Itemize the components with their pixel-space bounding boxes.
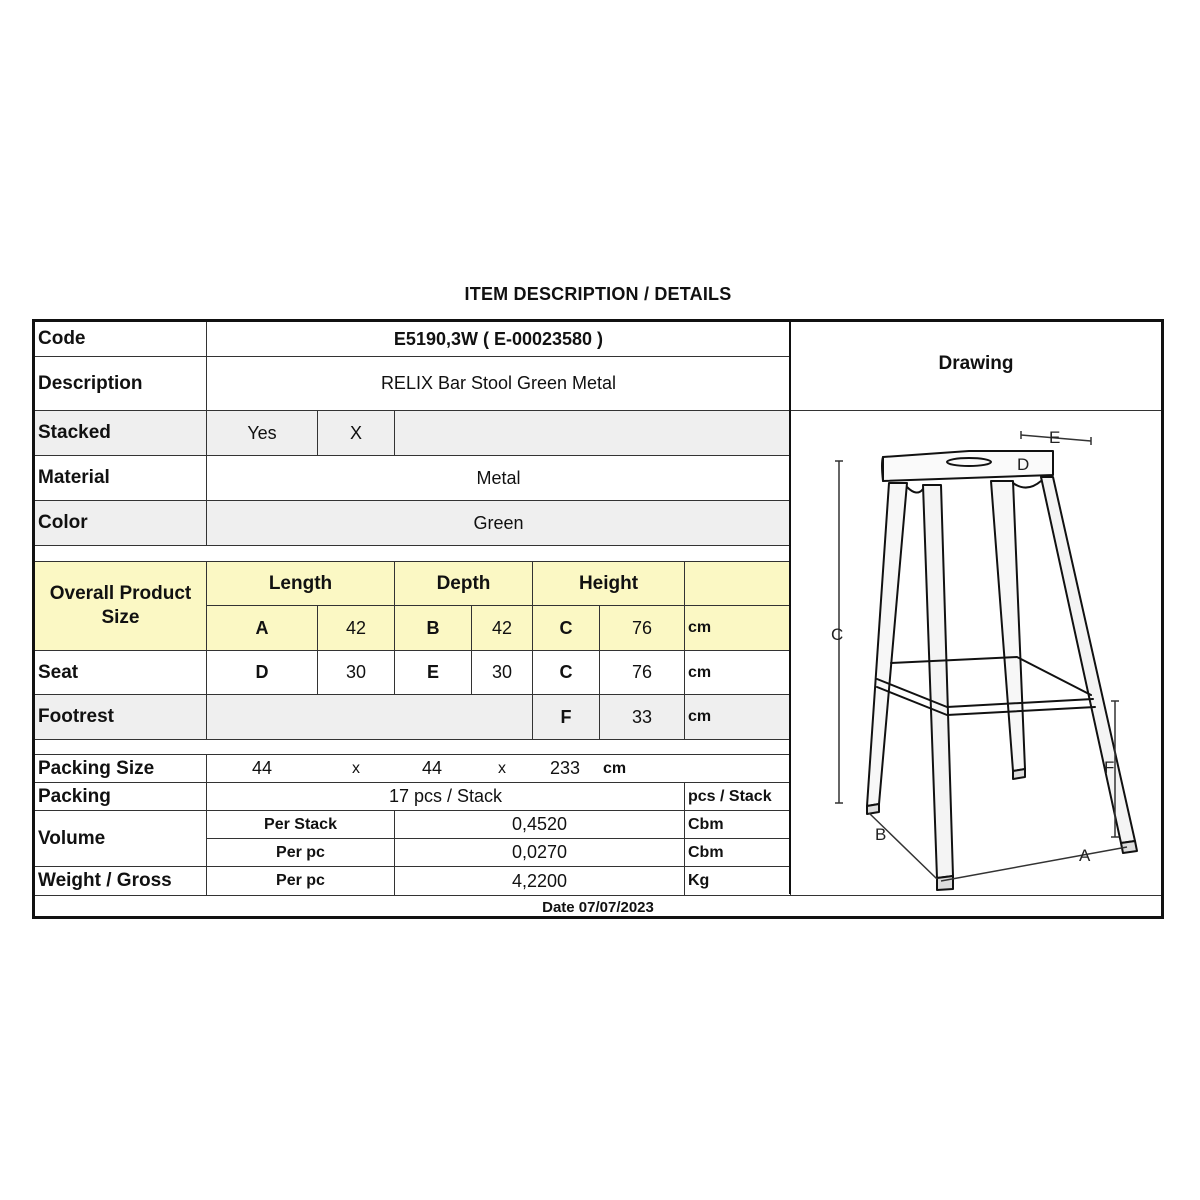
date-footer: Date 07/07/2023 bbox=[542, 899, 654, 916]
overall-b-value: 42 bbox=[472, 606, 533, 651]
packing-size-label: Packing Size bbox=[35, 755, 207, 783]
footrest-label: Footrest bbox=[35, 695, 207, 740]
footrest-unit: cm bbox=[685, 695, 791, 740]
material-value: Metal bbox=[207, 456, 791, 501]
weight-label: Weight / Gross bbox=[35, 867, 207, 896]
drawing-label: Drawing bbox=[791, 322, 1161, 411]
overall-a-value: 42 bbox=[318, 606, 395, 651]
volume-per-pc-label: Per pc bbox=[207, 839, 395, 867]
volume-per-pc-unit: Cbm bbox=[685, 839, 791, 867]
dim-d-label: D bbox=[1017, 455, 1030, 474]
spacer-row bbox=[35, 546, 791, 562]
seat-unit: cm bbox=[685, 651, 791, 695]
overall-c-value: 76 bbox=[600, 606, 685, 651]
packing-size-unit: cm bbox=[603, 759, 627, 777]
seat-label: Seat bbox=[35, 651, 207, 695]
depth-header: Depth bbox=[395, 562, 533, 606]
seat-c-key: C bbox=[533, 651, 600, 695]
overall-c-key: C bbox=[533, 606, 600, 651]
dim-f-label: F bbox=[1104, 758, 1115, 777]
stacked-empty bbox=[395, 411, 791, 456]
bar-stool-illustration bbox=[791, 411, 1161, 894]
dim-e-label: E bbox=[1049, 428, 1061, 447]
dim-c-label: C bbox=[831, 625, 844, 644]
color-label: Color bbox=[35, 501, 207, 546]
weight-value: 4,2200 bbox=[395, 867, 685, 896]
weight-per-pc-label: Per pc bbox=[207, 867, 395, 896]
length-header: Length bbox=[207, 562, 395, 606]
code-value: E5190,3W ( E-00023580 ) bbox=[207, 322, 791, 357]
volume-per-stack-value: 0,4520 bbox=[395, 811, 685, 839]
seat-d-key: D bbox=[207, 651, 318, 695]
packing-size-x2: x bbox=[498, 759, 506, 777]
stool-drawing bbox=[791, 411, 1161, 894]
height-header: Height bbox=[533, 562, 685, 606]
seat-c-value: 76 bbox=[600, 651, 685, 695]
packing-size-x1: x bbox=[352, 759, 360, 777]
footrest-empty bbox=[207, 695, 533, 740]
stacked-yes: Yes bbox=[207, 411, 318, 456]
packing-size-width: 44 bbox=[422, 758, 443, 778]
seat-e-key: E bbox=[395, 651, 472, 695]
volume-per-stack-unit: Cbm bbox=[685, 811, 791, 839]
packing-value: 17 pcs / Stack bbox=[207, 783, 685, 811]
packing-size-height: 233 bbox=[550, 758, 581, 778]
description-label: Description bbox=[35, 357, 207, 411]
packing-unit: pcs / Stack bbox=[685, 783, 791, 811]
spec-table bbox=[32, 319, 1164, 919]
color-value: Green bbox=[207, 501, 791, 546]
footrest-f-value: 33 bbox=[600, 695, 685, 740]
stacked-label: Stacked bbox=[35, 411, 207, 456]
overall-a-key: A bbox=[207, 606, 318, 651]
description-value: RELIX Bar Stool Green Metal bbox=[207, 357, 791, 411]
seat-e-value: 30 bbox=[472, 651, 533, 695]
overall-size-label: Overall Product Size bbox=[35, 562, 207, 651]
code-label: Code bbox=[35, 322, 207, 357]
overall-empty-header bbox=[685, 562, 791, 606]
footrest-f-key: F bbox=[533, 695, 600, 740]
weight-unit: Kg bbox=[685, 867, 791, 896]
drawing-divider bbox=[789, 322, 791, 894]
volume-per-stack-label: Per Stack bbox=[207, 811, 395, 839]
overall-unit: cm bbox=[685, 606, 791, 651]
volume-label: Volume bbox=[35, 811, 207, 867]
document-title: ITEM DESCRIPTION / DETAILS bbox=[464, 284, 732, 304]
seat-d-value: 30 bbox=[318, 651, 395, 695]
packing-label: Packing bbox=[35, 783, 207, 811]
spacer-row-2 bbox=[35, 740, 791, 755]
dim-a-label: A bbox=[1079, 846, 1091, 865]
material-label: Material bbox=[35, 456, 207, 501]
volume-per-pc-value: 0,0270 bbox=[395, 839, 685, 867]
overall-b-key: B bbox=[395, 606, 472, 651]
packing-size-length: 44 bbox=[252, 758, 273, 778]
packing-size-values bbox=[207, 755, 791, 783]
dim-b-label: B bbox=[875, 825, 887, 844]
stacked-mark: X bbox=[318, 411, 395, 456]
